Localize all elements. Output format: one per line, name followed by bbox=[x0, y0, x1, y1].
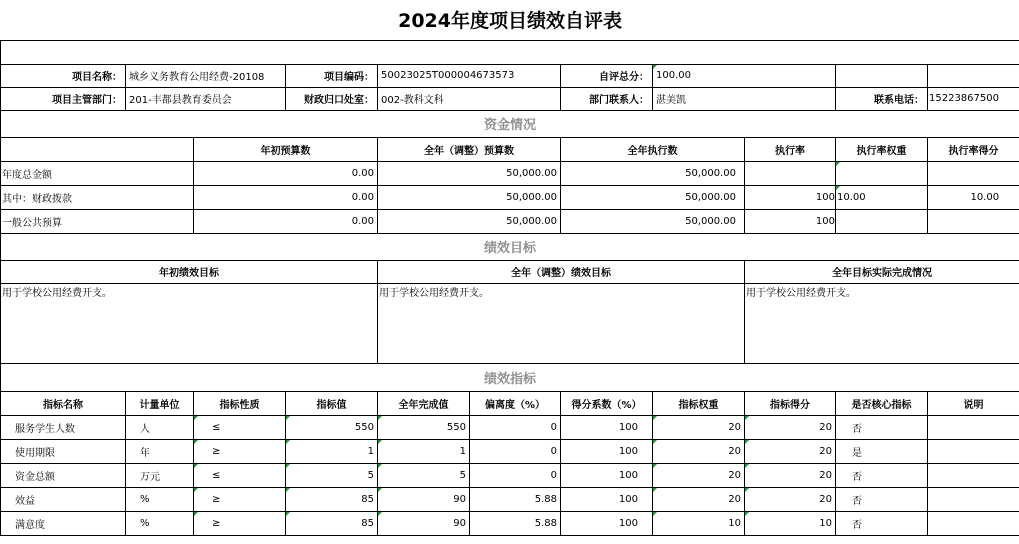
ind-actual[interactable]: 1 bbox=[378, 439, 470, 463]
ind-note[interactable] bbox=[928, 439, 1019, 463]
empty-cell[interactable] bbox=[836, 64, 928, 87]
ind-unit[interactable]: 人 bbox=[126, 415, 194, 439]
ind-note[interactable] bbox=[928, 415, 1019, 439]
ind-header-target: 指标值 bbox=[286, 391, 378, 415]
ind-nature[interactable]: ≤ bbox=[194, 415, 286, 439]
ind-deviation[interactable]: 5.88 bbox=[470, 487, 561, 511]
funds-row-name: 一般公共预算 bbox=[1, 209, 194, 233]
funds-row-rate[interactable] bbox=[745, 161, 836, 185]
ind-score[interactable]: 20 bbox=[745, 415, 836, 439]
ind-score[interactable]: 20 bbox=[745, 439, 836, 463]
indicator-row bbox=[1, 415, 1019, 439]
ind-header-unit: 计量单位 bbox=[126, 391, 194, 415]
funds-header-executed: 全年执行数 bbox=[561, 137, 745, 161]
ind-name[interactable]: 满意度 bbox=[1, 511, 126, 535]
dept-cell[interactable]: 201-丰都县教育委员会 bbox=[126, 87, 286, 110]
ind-name[interactable]: 效益 bbox=[1, 487, 126, 511]
ind-actual[interactable]: 90 bbox=[378, 487, 470, 511]
ind-actual[interactable]: 90 bbox=[378, 511, 470, 535]
ind-header-note: 说明 bbox=[928, 391, 1019, 415]
funds-row-adjusted[interactable]: 50,000.00 bbox=[378, 185, 561, 209]
ind-score[interactable]: 20 bbox=[745, 487, 836, 511]
ind-header-nature: 指标性质 bbox=[194, 391, 286, 415]
ind-header-coef: 得分系数（%） bbox=[561, 391, 653, 415]
funds-row-name: 其中：财政拨款 bbox=[1, 185, 194, 209]
funds-header-initial: 年初预算数 bbox=[194, 137, 378, 161]
funds-row-adjusted[interactable]: 50,000.00 bbox=[378, 209, 561, 233]
self-score-cell[interactable]: 100.00 bbox=[653, 64, 836, 87]
ind-core[interactable]: 是 bbox=[836, 439, 928, 463]
goals-section-title: 绩效目标 bbox=[1, 233, 1019, 260]
finance-cell[interactable]: 002-教科文科 bbox=[378, 87, 561, 110]
self-score-label: 自评总分： bbox=[561, 64, 653, 87]
goals-header-adjusted: 全年（调整）绩效目标 bbox=[378, 260, 745, 283]
ind-note[interactable] bbox=[928, 487, 1019, 511]
funds-row-executed[interactable]: 50,000.00 bbox=[561, 161, 745, 185]
ind-score[interactable]: 10 bbox=[745, 511, 836, 535]
ind-header-score: 指标得分 bbox=[745, 391, 836, 415]
ind-score[interactable]: 20 bbox=[745, 463, 836, 487]
funds-row-weight[interactable]: 10.00 bbox=[836, 185, 928, 209]
ind-header-weight: 指标权重 bbox=[653, 391, 745, 415]
funds-row-name: 年度总金额 bbox=[1, 161, 194, 185]
ind-nature[interactable]: ≥ bbox=[194, 487, 286, 511]
funds-row-score[interactable]: 10.00 bbox=[928, 185, 1019, 209]
ind-weight[interactable]: 20 bbox=[653, 415, 745, 439]
contact-label: 部门联系人： bbox=[561, 87, 653, 110]
goals-actual-text[interactable]: 用于学校公用经费开支。 bbox=[745, 283, 1019, 363]
funds-row-executed[interactable]: 50,000.00 bbox=[561, 185, 745, 209]
ind-name[interactable]: 资金总额 bbox=[1, 463, 126, 487]
indicator-row bbox=[1, 487, 1019, 511]
ind-header-name: 指标名称 bbox=[1, 391, 126, 415]
goals-header-initial: 年初绩效目标 bbox=[1, 260, 378, 283]
ind-core[interactable]: 否 bbox=[836, 415, 928, 439]
phone-label: 联系电话： bbox=[836, 87, 928, 110]
goals-initial-text[interactable]: 用于学校公用经费开支。 bbox=[1, 283, 378, 363]
ind-header-deviation: 偏离度（%） bbox=[470, 391, 561, 415]
ind-unit[interactable]: 万元 bbox=[126, 463, 194, 487]
ind-nature[interactable]: ≥ bbox=[194, 511, 286, 535]
ind-target[interactable]: 5 bbox=[286, 463, 378, 487]
indicator-row bbox=[1, 463, 1019, 487]
ind-note[interactable] bbox=[928, 463, 1019, 487]
funds-header-blank bbox=[1, 137, 194, 161]
ind-coef[interactable]: 100 bbox=[561, 511, 653, 535]
ind-deviation[interactable]: 5.88 bbox=[470, 511, 561, 535]
ind-core[interactable]: 否 bbox=[836, 463, 928, 487]
goals-adjusted-text[interactable]: 用于学校公用经费开支。 bbox=[378, 283, 745, 363]
funds-row-weight[interactable] bbox=[836, 161, 928, 185]
ind-weight[interactable]: 20 bbox=[653, 439, 745, 463]
funds-row-executed[interactable]: 50,000.00 bbox=[561, 209, 745, 233]
funds-row-score[interactable] bbox=[928, 209, 1019, 233]
funds-header-adjusted: 全年（调整）预算数 bbox=[378, 137, 561, 161]
funds-row-initial[interactable]: 0.00 bbox=[194, 209, 378, 233]
indicator-row bbox=[1, 439, 1019, 463]
funds-row-initial[interactable]: 0.00 bbox=[194, 161, 378, 185]
ind-nature[interactable]: ≥ bbox=[194, 439, 286, 463]
ind-coef[interactable]: 100 bbox=[561, 415, 653, 439]
ind-name[interactable]: 服务学生人数 bbox=[1, 415, 126, 439]
indicator-row bbox=[1, 511, 1019, 535]
finance-label: 财政归口处室： bbox=[286, 87, 378, 110]
ind-target[interactable]: 85 bbox=[286, 487, 378, 511]
funds-row-weight[interactable] bbox=[836, 209, 928, 233]
blank-row bbox=[1, 40, 1019, 64]
ind-core[interactable]: 否 bbox=[836, 511, 928, 535]
ind-core[interactable]: 否 bbox=[836, 487, 928, 511]
empty-cell[interactable] bbox=[928, 64, 1019, 87]
funds-header-score: 执行率得分 bbox=[928, 137, 1019, 161]
ind-unit[interactable]: % bbox=[126, 511, 194, 535]
funds-header-weight: 执行率权重 bbox=[836, 137, 928, 161]
ind-actual[interactable]: 5 bbox=[378, 463, 470, 487]
dept-label: 项目主管部门： bbox=[1, 87, 126, 110]
project-name-cell[interactable]: 城乡义务教育公用经费-20108 bbox=[126, 64, 286, 87]
ind-weight[interactable]: 20 bbox=[653, 487, 745, 511]
ind-unit[interactable]: 年 bbox=[126, 439, 194, 463]
ind-weight[interactable]: 10 bbox=[653, 511, 745, 535]
indicators-section-title: 绩效指标 bbox=[1, 363, 1019, 391]
project-code-cell[interactable]: 50023025T000004673573 bbox=[378, 64, 561, 87]
funds-row-rate[interactable]: 100 bbox=[745, 185, 836, 209]
ind-weight[interactable]: 20 bbox=[653, 463, 745, 487]
ind-actual[interactable]: 550 bbox=[378, 415, 470, 439]
funds-row bbox=[1, 185, 1019, 209]
page-title: 2024年度项目绩效自评表 bbox=[1, 0, 1019, 40]
ind-target[interactable]: 85 bbox=[286, 511, 378, 535]
ind-coef[interactable]: 100 bbox=[561, 487, 653, 511]
ind-unit[interactable]: % bbox=[126, 487, 194, 511]
funds-row bbox=[1, 161, 1019, 185]
ind-header-core: 是否核心指标 bbox=[836, 391, 928, 415]
ind-deviation[interactable]: 0 bbox=[470, 439, 561, 463]
funds-row bbox=[1, 209, 1019, 233]
ind-coef[interactable]: 100 bbox=[561, 439, 653, 463]
ind-note[interactable] bbox=[928, 511, 1019, 535]
funds-row-adjusted[interactable]: 50,000.00 bbox=[378, 161, 561, 185]
funds-row-initial[interactable]: 0.00 bbox=[194, 185, 378, 209]
goals-header-actual: 全年目标实际完成情况 bbox=[745, 260, 1019, 283]
contact-cell[interactable]: 湛美凯 bbox=[653, 87, 836, 110]
ind-name[interactable]: 使用期限 bbox=[1, 439, 126, 463]
funds-row-score[interactable] bbox=[928, 161, 1019, 185]
ind-target[interactable]: 1 bbox=[286, 439, 378, 463]
project-name-label: 项目名称： bbox=[1, 64, 126, 87]
funds-row-rate[interactable]: 100 bbox=[745, 209, 836, 233]
funds-section-title: 资金情况 bbox=[1, 110, 1019, 137]
ind-deviation[interactable]: 0 bbox=[470, 415, 561, 439]
ind-coef[interactable]: 100 bbox=[561, 463, 653, 487]
ind-deviation[interactable]: 0 bbox=[470, 463, 561, 487]
ind-header-actual: 全年完成值 bbox=[378, 391, 470, 415]
project-code-label: 项目编码： bbox=[286, 64, 378, 87]
ind-target[interactable]: 550 bbox=[286, 415, 378, 439]
funds-header-rate: 执行率 bbox=[745, 137, 836, 161]
ind-nature[interactable]: ≤ bbox=[194, 463, 286, 487]
phone-cell[interactable]: 15223867500 bbox=[928, 87, 1019, 110]
